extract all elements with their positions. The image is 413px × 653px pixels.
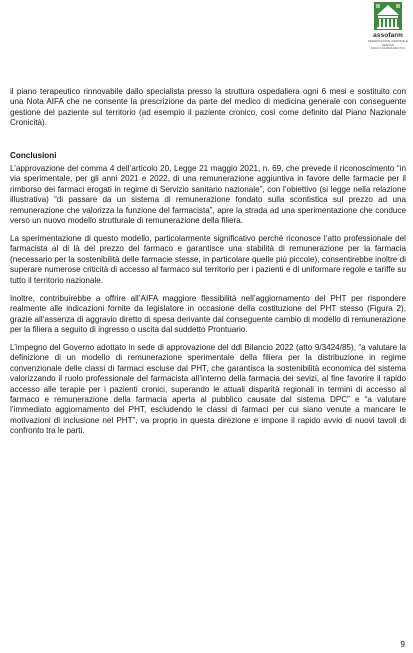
logo-subtitle-line: SOCIO-FARMACEUTICI <box>370 46 406 51</box>
section-heading: Conclusioni <box>10 150 57 160</box>
paragraph-intro: il piano terapeutico rinnovabile dallo specialista presso la struttura ospedaliera ogni 6 mesi e sostituito con una Nota AIFA che ne consente la prescrizione da parte del medico di medicina generale con conseguente gestione del paziente sul territorio (ad esempio il paziente cronico, così come definito dal Piano Nazionale Cronicità). <box>10 87 406 128</box>
assofarm-emblem-icon <box>366 2 410 32</box>
page-number: 9 <box>400 640 405 649</box>
paragraph-approval: L’approvazione del comma 4 dell’articolo 20, Legge 21 maggio 2021, n. 69, che prevede il riconoscimento “in via sperimentale, per gli anni 2021 e 2022, di una remunerazione aggiuntiva in favore delle farmacie per il rimborso dei farmaci erogati in regime di Servizio sanitario nazionale”, con l’obiettivo (si legge nella relazione illustrativa) “di passare da un sistema di remunerazione fondato sulla scontistica sul prezzo ad una remunerazione che valorizza la funzione del farmacista”, apre la strada ad una sperimentazione che conduce verso un nuovo modello strutturale di remunerazione della filiera. <box>10 164 406 226</box>
paragraph-experimentation: La sperimentazione di questo modello, particolarmente significativo perché riconosce l’atto professionale del farmacista al di là del prezzo del farmaco e garantisce una stabilità di remunerazione per la farmacia (necessario per la sostenibilità delle farmacie stesse, in particolare quelle più piccole), consentirebbe inoltre di superare numerose criticità di accesso al farmaco sul territorio per i pazienti e di uniformare regole e tariffe su tutto il territorio nazionale. <box>10 234 406 285</box>
document-body <box>10 87 406 444</box>
logo-name: assofarm <box>373 32 403 39</box>
assofarm-logo <box>366 2 410 60</box>
paragraph-government-commitment: L’impegno del Governo adottato in sede di approvazione del ddl Bilancio 2022 (atto 9/3424/85), “a valutare la definizione di un modello di remunerazione sperimentale della filiera per la distribuzione in regime convenzionale delle classi di farmaci escluse dal PHT, che garantisca la sostenibilità economica del sistema valorizzando il ruolo professionale del farmacista all’interno della farmacia dei sevizi, al fine favorire il rapido accesso alle terapie per i pazienti cronici, superando le attuali disparità regionali in termini di accesso al farmaco e remunerazione della farmacia aperta al pubblico causate dal sistema DPC” e “a valutare l’immediato aggiornamento del PHT, escludendo le classi di farmaci per cui siano venute a mancare le motivazioni di inclusione nel PHT”, va proprio in questa direzione e impone il rapido avvio di nuovi tavoli di confronto tra le parti. <box>10 342 406 436</box>
logo-subtitle-line: FEDERAZIONE AZIENDE E SERVIZI <box>368 39 408 47</box>
logo-subtitle <box>366 40 410 51</box>
paragraph-aifa: Inoltre, contribuirebbe a offrire all’AIFA maggiore flessibilità nell’aggiornamento del PHT per rispondere realmente alle indicazioni fornite da legislatore in occasione della costituzione del PHT stesso (Figura 2), grazie all’assenza di aggravio diretto di spesa derivante dal conseguente cambio di modello di remunerazione per la filiera a seguito di ingresso o uscita dal suddetto Prontuario. <box>10 293 406 334</box>
